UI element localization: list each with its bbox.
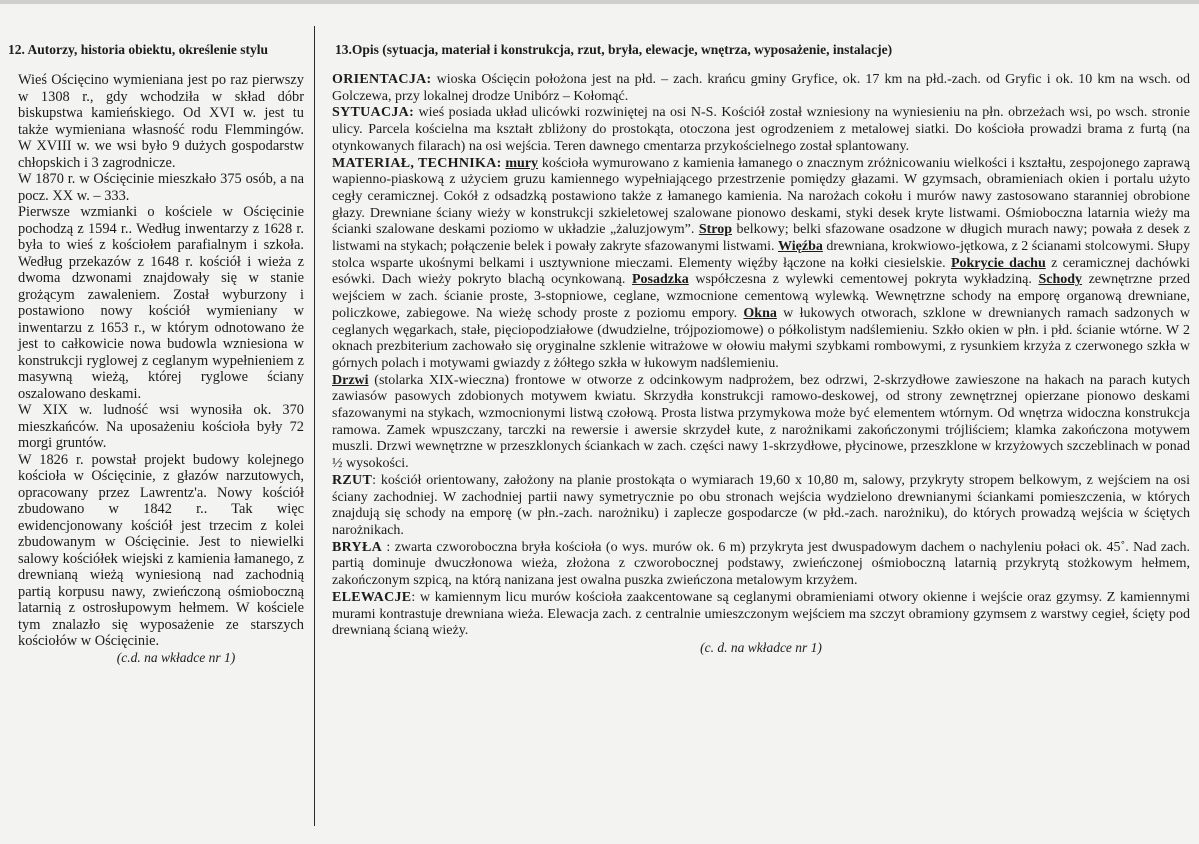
description-continuation-note: (c. d. na wkładce nr 1) [700,639,822,655]
wiezba-text: drewniana, krokwiowo-jętkowa, z 2 ścianami stolcowymi. Słupy stolca wsparte ukośnymi belkami i usztywnione mieczami. Elementy więźby łączone na kołki ciesielskie. [332,239,1190,271]
elewacje-text: : w kamiennym licu murów kościoła zaakcentowane są ceglanymi obramieniami otwory okienne i wejście oraz gzymsy. Z kamiennymi murami kontrastuje drewniana wieża. Elewacja zach. z centralnie umieszczonym wejściem ma szczyt obramiony gzymsem z warstwy cegieł, ścięty pod drewnianą ścianą wieży. [332,589,1190,639]
schody-text: zewnętrzne przed wejściem w zach. ścianie proste, 3-stopniowe, ceglane, wzmocnione cementową wylewką. Wewnętrzne schody na emporę organową drewniane, policzkowe, zabiegowe. Na wieżę schody proste z poziomu empory. [332,272,1190,321]
posadzka-text: współczesna z wylewki cementowej pokryta wykładziną. [688,272,1039,288]
sytuacja-paragraph [332,105,1190,155]
history-paragraph-5: W 1826 r. powstał projekt budowy kolejnego kościoła w Ościęcinie, z głazów narzutowych, opracowany przez Lawrentz'a. Nowy kościół zbudowano w 1842 r.. Tak więc ewidencjonowany kościół jest trzecim z kolei zbudowanym w Ościęcinie. Jest to niewielki salowy kościółek wiejski z kamienia łamanego, z drewnianą wieżą wyniesioną nad zachodnią partią korpusu nawy, zwieńczoną ośmioboczną latarnią z ostrosłupowym hełmem. W kościele tym znalazło się wyposażenie ze starszych kościołów w Ościęcinie. [18,451,304,649]
bryla-paragraph [332,540,1190,590]
okna-text: w łukowych otworach, szklone w drewnianych ramach sadzonych w ceglanych węgarkach, stałe, pięciopodziałowe (dwudzielne, trójpoziomowe) o półkolistym nadślemieniu. Szkło okien w płn. i płd. ścianie wtórne. W 2 oknach prezbiterium zachowało się oryginalne szklenie witrażowe w ołowiu małymi szybkami rombowymi, z rysunkiem krzyża z czerwonego szkła w górnych polach i motywami gwiazdy z żółtego szkła w łukowym nadślemieniu. [332,305,1190,371]
history-text [8,72,304,650]
history-paragraph-4: W XIX w. ludność wsi wynosiła ok. 370 mieszkańców. Na uposażeniu kościoła były 72 morgi gruntów. [18,402,304,451]
history-paragraph-1: Wieś Ościęcino wymieniana jest po raz pierwszy w 1308 r., gdy wchodziła w skład dóbr biskupstwa kamieńskiego. Od XVI w. jest tu także wymieniana własność rodu Flemmingów. W XVIII w. we wsi było 9 dużych gospodarstw chłopskich i 3 zagrodnicze. [18,72,304,171]
elewacje-paragraph [332,590,1190,640]
pokrycie-label: Pokrycie dachu [950,255,1046,271]
material-label: MATERIAŁ, TECHNIKA: [332,155,502,171]
history-heading: 12. Autorzy, historia obiektu, określenie stylu [8,42,269,57]
material-paragraph [332,156,1190,373]
drzwi-label: Drzwi [332,372,369,388]
wiezba-label: Więźba [778,239,823,255]
sytuacja-text: wieś posiada układ ulicówki rozwiniętej na osi N-S. Kościół został wzniesiony na wyniesieniu na płn. obrzeżach wsi, po wsch. stronie ulicy. Parcela kościelna ma kształt zbliżony do prostokąta, otoczona jest ogrodzeniem z metalowej siatki. Do kościoła prowadzi brama z furtą (na otynkowanych filarach) na osi wejścia. Teren dawnego cmentarza przykościelnego został splantowany. [332,105,1190,154]
bryla-label: BRYŁA [332,539,383,555]
orientacja-paragraph [332,72,1190,105]
posadzka-label: Posadzka [631,272,689,288]
history-section [8,38,304,666]
rzut-text: : kościół orientowany, założony na planie prostokąta o wymiarach 19,60 x 10,80 m, salowy, przykryty stropem belkowym, z wejściem na osi ściany zachodniej. W zachodniej partii nawy symetrycznie po obu stronach wejścia wydzielono drewnianymi ściankami pomieszczenia, w których znajdują się schody na emporę (w płn.-zach. narożniku) i zaplecze gospodarcze (w płd.-zach. narożniku), do których prowadzą wejścia w ściętych narożnikach. [332,472,1190,538]
orientacja-text: wioska Ościęcin położona jest na płd. – zach. krańcu gminy Gryfice, ok. 17 km na płd.-zach. od Gryfic i ok. 10 km na wsch. od Golczewa, przy lokalnej drodze Unibórz – Kołomąć. [332,72,1190,104]
description-text [332,72,1190,640]
okna-label: Okna [743,305,777,321]
page-top-edge [0,0,1199,4]
drzwi-paragraph [332,373,1190,473]
pokrycie-text: z ceramicznej dachówki esówki. Dach wieży pokryto blachą ocynkowaną. [332,255,1190,288]
history-continuation-note: (c.d. na wkładce nr 1) [116,649,236,665]
mury-label: mury [505,155,539,171]
schody-label: Schody [1038,272,1083,288]
mury-text: kościoła wymurowano z kamienia łamanego o znacznym zróżnicowaniu wielkości i kształtu, zespojonego zaprawą wapienno-piaskową z użyciem gruzu kamiennego wypełniającego przestrzenie pomiędzy głazami. W gzymsach, obramieniach okien i portalu użyto cegły ceramicznej. Cokół z odsadzką postawiono także z łamanego kamienia. Na narożach cokołu i murów nawy zastosowano staranniej obrobione głazy. Drewniane ściany wieży w konstrukcji szkieletowej szalowane pionowo deskami, styki desek kryte listwami. Ośmioboczna latarnia wieży ma ścianki szalowane deskami poziomo w układzie „żaluzjowym”. [332,155,1191,238]
strop-text: belkowy; belki sfazowane osadzone w długich murach nawy; powała z desek z listwami na stykach; połączenie belek i powały zakryte sfazowanymi listwami. [332,222,1190,255]
drzwi-text: (stolarka XIX-wieczna) frontowe w otworze z odcinkowym nadprożem, bez odrzwi, 2-skrzydłowe zawieszone na hakach na parach kutych zawiasów pasowych zdobionych motywem kwiatu. Skrzydła konstrukcji ramowo-deskowej, od strony zewnętrznej opierzane pionowo deskami sfazowanymi na stykach, wzmocnionymi listwą czołową. Prosta listwa przymykowa może być elementem wtórnym. Od wnętrza widoczna konstrukcja ramowa. Zamek wpuszczany, tarczki na rewersie i awersie skrzydeł kute, z narożnikami zakończonymi trójliściem; klamka zakończona motywem muszli. Drzwi wewnętrzne w przeszklonych ściankach w zach. części nawy 1-skrzydłowe, płycinowe, przeszklone w krzyżowych szczeblinach w ponad ½ wysokości. [332,372,1190,472]
column-divider [314,26,315,826]
description-section [332,38,1190,656]
history-paragraph-2: W 1870 r. w Ościęcinie mieszkało 375 osób, a na pocz. XX w. – 333. [18,171,304,204]
sytuacja-label: SYTUACJA: [332,105,415,121]
orientacja-label: ORIENTACJA: [332,72,432,87]
rzut-paragraph [332,473,1190,540]
description-heading: 13.Opis (sytuacja, materiał i konstrukcja, rzut, bryła, elewacje, wnętrza, wyposażenie, instalacje) [335,42,893,57]
strop-label: Strop [698,222,733,238]
elewacje-label: ELEWACJE [332,589,412,605]
rzut-label: RZUT [332,472,373,488]
history-paragraph-3: Pierwsze wzmianki o kościele w Ościęcinie pochodzą z 1594 r.. Według inwentarzy z 1628 r. była to wieś z kościołem parafialnym i szkoła. Według przekazów z 1648 r. kościół i wieża z dwoma dzwonami znajdowały się w stanie grożącym zawaleniem. Został wyburzony i postawiono nowy kościół wymieniany w inwentarzu z 1653 r., w którym odnotowano że jest to całkowicie nowa budowla wzniesiona w konstrukcji ryglowej z ceglanym wypełnieniem z masywną wieżą, której ryglowe ściany oszalowano deskami. [18,204,304,402]
bryla-text: : zwarta czworoboczna bryła kościoła (o wys. murów ok. 6 m) przykryta jest dwuspadowym dachem o nachyleniu połaci ok. 45˚. Nad zach. partią dominuje dwuczłonowa wieża, złożona z czworobocznej podstawy, zwieńczonej ośmioboczną latarnią przykrytą stożkowym hełmem, zakończonym szpicą, na którą nanizana jest owalna puszka zwieńczona metalowym krzyżem. [332,539,1190,589]
